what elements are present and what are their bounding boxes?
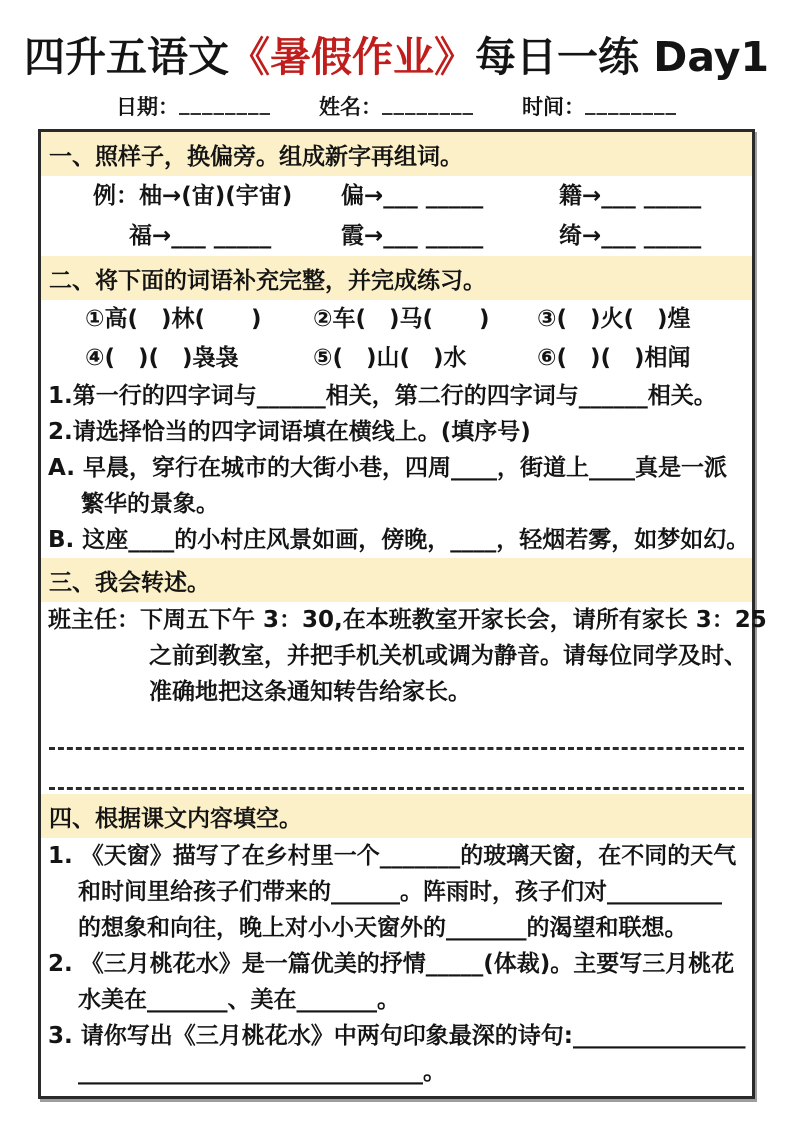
section2-row1 [41,300,752,339]
section1-row2 [41,216,752,256]
section1-item-fu: 福→___ _____ [129,223,272,249]
section1-row1 [41,176,752,216]
section2-word3: ③( )火( )煌 [537,306,691,332]
date-field [116,91,271,121]
section2-word2: ②车( )马( ) [313,306,490,332]
answer-line-1 [49,714,744,750]
section3-notice-line2: 之前到教室，并把手机关机或调为静音。请每位同学及时、 [149,643,747,669]
name-field [319,91,474,121]
section3-notice-line3: 准确地把这条通知转告给家长。 [149,679,471,705]
section4-q3-line1: 3. 请你写出《三月桃花水》中两句印象最深的诗句:_______________ [48,1023,746,1049]
section2-word4: ④( )( )袅袅 [85,345,239,371]
time-blank: ________ [585,91,677,115]
section2-word6: ⑥( )( )相闻 [537,345,691,371]
name-label: 姓名： [319,95,382,119]
page-title [0,24,793,83]
section1-example: 例：柚→(宙)(宇宙) [93,183,293,209]
time-field [522,91,677,121]
section2-word5: ⑤( )山( )水 [313,345,467,371]
section2-q1: 1.第一行的四字词与______相关，第二行的四字词与______相关。 [48,383,717,409]
meta-row [0,91,793,121]
section1-heading: 一、照样子，换偏旁。组成新字再组词。 [41,132,752,176]
section1-item-xia: 霞→___ _____ [341,223,484,249]
section1-item-pian: 偏→___ _____ [341,183,484,209]
time-label: 时间： [522,95,585,119]
section2-row2 [41,339,752,378]
section4-q2-line1: 2. 《三月桃花水》是一篇优美的抒情_____(体裁)。主要写三月桃花 [48,951,735,977]
section2-q2: 2.请选择恰当的四字词语填在横线上。(填序号) [48,419,531,445]
title-suffix: 每日一练 Day1 [475,33,769,81]
name-blank: ________ [382,91,474,115]
worksheet-box [38,129,767,1099]
title-prefix: 四升五语文 [24,33,230,81]
answer-line-2 [49,750,744,790]
section2-qb: B. 这座____的小村庄风景如画，傍晚，____，轻烟若雾，如梦如幻。 [48,527,750,553]
section3-heading: 三、我会转述。 [41,558,752,602]
section4-q1-line1: 1. 《天窗》描写了在乡村里一个_______的玻璃天窗，在不同的天气 [48,843,737,869]
date-label: 日期： [116,95,179,119]
section3-notice-line1: 班主任：下周五下午 3：30,在本班教室开家长会，请所有家长 3：25 [48,607,767,633]
section2-heading: 二、将下面的词语补充完整，并完成练习。 [41,256,752,300]
date-blank: ________ [179,91,271,115]
title-highlight: 《暑假作业》 [229,33,476,81]
section4-heading: 四、根据课文内容填空。 [41,794,752,838]
section2-word1: ①高( )林( ) [85,306,262,332]
section2-qa-line2: 繁华的景象。 [81,491,219,517]
section4-q2-line2: 水美在_______、美在_______。 [78,987,400,1013]
section1-item-ji: 籍→___ _____ [559,183,702,209]
section4-q3-line2: ______________________________。 [78,1059,446,1085]
section2-qa-line1: A. 早晨，穿行在城市的大街小巷，四周____，街道上____真是一派 [48,455,727,481]
section4-q1-line3: 的想象和向往，晚上对小小天窗外的_______的渴望和联想。 [78,915,688,941]
section1-item-qi: 绮→___ _____ [559,223,702,249]
section4-q1-line2: 和时间里给孩子们带来的______。阵雨时，孩子们对__________ [78,879,722,905]
